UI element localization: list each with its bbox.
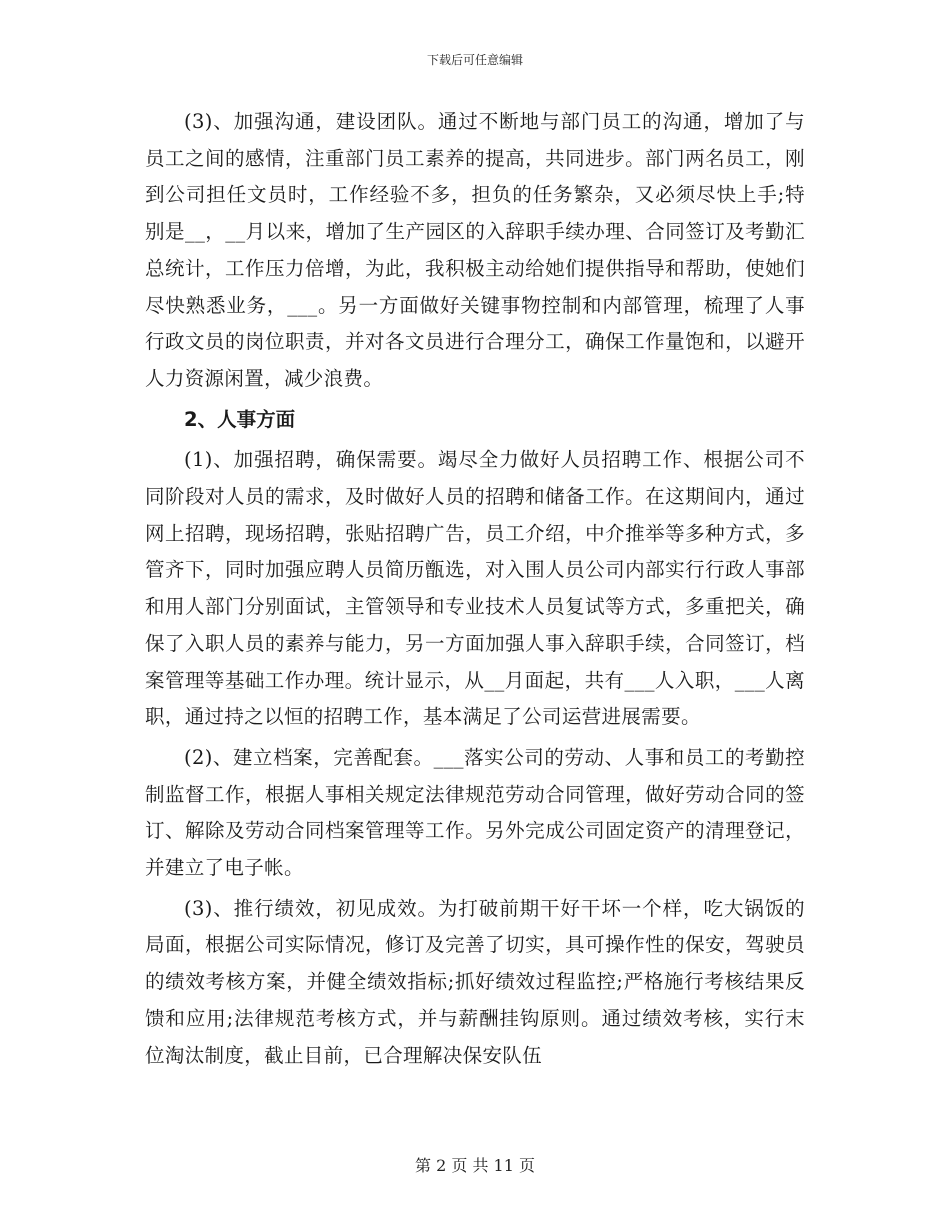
paragraph-communication-team: (3)、加强沟通，建设团队。通过不断地与部门员工的沟通，增加了与员工之间的感情，注重部门员工素养的提高，共同进步。部门两名员工，刚到公司担任文员时，工作经验不多，担负的任务繁杂，又必须尽快上手;特别是__，__月以来，增加了生产园区的入辞职手续办理、合同签订及考勤汇总统计，工作压力倍增，为此，我积极主动给她们提供指导和帮助，使她们尽快熟悉业务，___。另一方面做好关键事物控制和内部管理，梳理了人事行政文员的岗位职责，并对各文员进行合理分工，确保工作量饱和，以避开人力资源闲置，减少浪费。 [145, 110, 805, 390]
paragraph-archives: (2)、建立档案，完善配套。___落实公司的劳动、人事和员工的考勤控制监督工作，根据人事相关规定法律规范劳动合同管理，做好劳动合同的签订、解除及劳动合同档案管理等工作。另外完成公司固定资产的清理登记，并建立了电子帐。 [145, 745, 805, 880]
section-heading-personnel: 2、人事方面 [184, 407, 296, 431]
paragraph-performance: (3)、推行绩效，初见成效。为打破前期干好干坏一个样，吃大锅饭的局面，根据公司实际情况，修订及完善了切实，具可操作性的保安，驾驶员的绩效考核方案，并健全绩效指标;抓好绩效过程监控;严格施行考核结果反馈和应用;法律规范考核方式，并与薪酬挂钩原则。通过绩效考核，实行末位淘汰制度，截止目前，已合理解决保安队伍 [145, 896, 805, 1067]
paragraph-recruitment: (1)、加强招聘，确保需要。竭尽全力做好人员招聘工作、根据公司不同阶段对人员的需求，及时做好人员的招聘和储备工作。在这期间内，通过网上招聘，现场招聘，张贴招聘广告，员工介绍，中介推举等多种方式，多管齐下，同时加强应聘人员简历甑选，对入围人员公司内部实行行政人事部和用人部门分别面试，主管领导和专业技术人员复试等方式，多重把关，确保了入职人员的素养与能力，另一方面加强人事入辞职手续，合同签订，档案管理等基础工作办理。统计显示，从__月面起，共有___人入职，___人离职，通过持之以恒的招聘工作，基本满足了公司运营进展需要。 [145, 448, 805, 729]
page-header: 下载后可任意编辑 [426, 53, 523, 67]
document-body [145, 104, 805, 1074]
page-number-footer: 第 2 页 共 11 页 [415, 1156, 535, 1175]
